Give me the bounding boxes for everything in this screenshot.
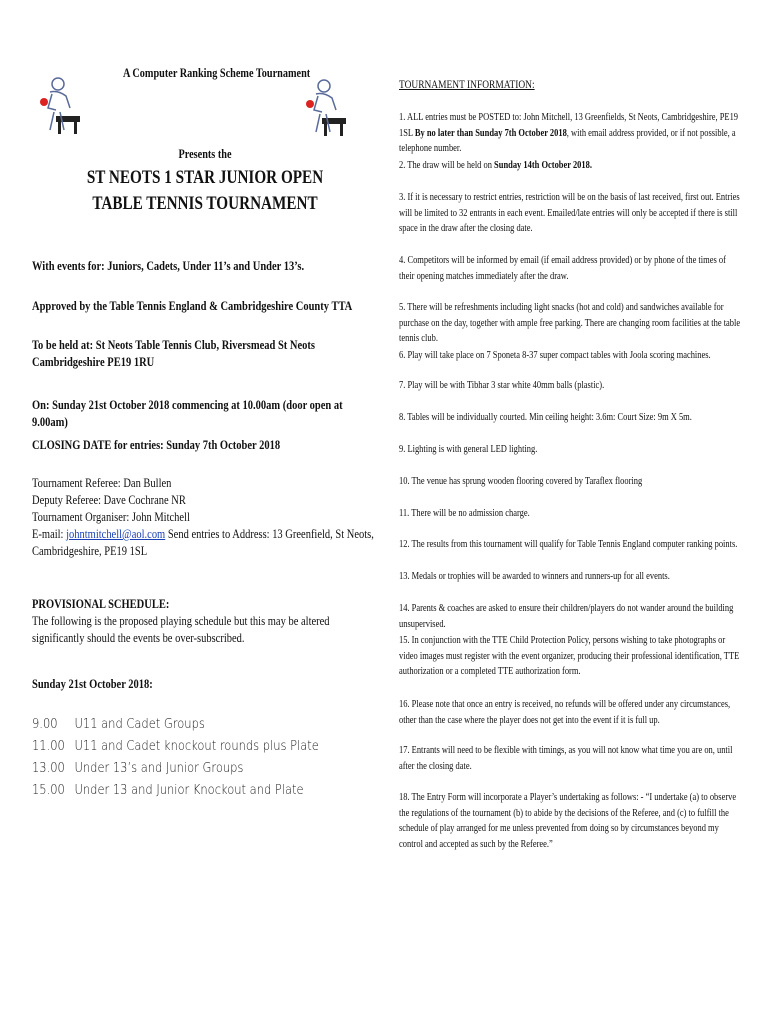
email-line	[32, 526, 376, 560]
schedule-time: 9.00	[32, 716, 58, 732]
info-item-17: 17. Entrants will need to be flexible with timings, as you will not know what time you are on, until after the closing date.	[399, 745, 733, 772]
info-item-4: 4. Competitors will be informed by email (if email address provided) or by phone of the times of their opening matches immediately after the draw.	[399, 255, 726, 282]
table-tennis-player-logo-right	[302, 76, 348, 140]
date-line: On: Sunday 21st October 2018 commencing at 10.00am (door open at 9.00am)	[32, 398, 343, 429]
info-item-11: 11. There will be no admission charge.	[399, 508, 530, 519]
venue-line: To be held at: St Neots Table Tennis Club, Riversmead St Neots Cambridgeshire PE19 1RU	[32, 338, 315, 369]
info-item-18: 18. The Entry Form will incorporate a Player’s undertaking as follows: - “I undertake (a) to observe the regulations of the tournament (b) to abide by the decisions of the Referee, and (c) to fulfill the schedule of play arranged for me unless prevented from doing so by circumstances beyond my control and accepted as such by the Referee.”	[399, 792, 737, 850]
schedule-event: Under 13 and Junior Knockout and Plate	[74, 782, 304, 798]
info-item-16: 16. Please note that once an entry is received, no refunds will be offered under any circumstances, other than the case where the player does not get into the event if it is full up.	[399, 699, 731, 726]
info-item-1-text: 1. ALL entries must be POSTED to: John Mitchell, 13 Greenfields, St Neots, Cambridgeshire, PE19 1SL	[399, 112, 739, 139]
presents-line: Presents the	[178, 147, 232, 161]
schedule-row	[32, 779, 319, 801]
info-item-3: 3. If it is necessary to restrict entries, restriction will be on the basis of last received, first out. Entries will be limited to 32 entrants in each event. Emailed/late entries will only be accepted if there is still space in the draw after the closing date.	[399, 192, 740, 234]
info-item-2-text: 2. The draw will be held on	[399, 160, 495, 171]
schedule-row	[32, 757, 319, 779]
info-item-1-tail: , with email address provided, or if not possible, a telephone number.	[399, 127, 736, 154]
schedule-time: 13.00	[32, 760, 65, 776]
tournament-title	[73, 165, 337, 217]
schedule-row	[32, 735, 319, 757]
table-tennis-player-icon	[302, 76, 348, 140]
referee-line: Tournament Referee: Dan Bullen	[32, 476, 172, 490]
info-item-2	[399, 158, 743, 174]
info-item-14: 14. Parents & coaches are asked to ensure their children/players do not wander around the building unsupervised.	[399, 603, 734, 630]
approved-line: Approved by the Table Tennis England & Cambridgeshire County TTA	[32, 299, 353, 313]
schedule-event: U11 and Cadet knockout rounds plus Plate	[74, 738, 319, 754]
contacts-block	[32, 475, 376, 560]
table-tennis-player-logo-left	[36, 74, 82, 138]
email-link[interactable]: johntmitchell@aol.com	[66, 527, 166, 541]
info-item-13: 13. Medals or trophies will be awarded to winners and runners-up for all events.	[399, 571, 670, 582]
provisional-text: The following is the proposed playing schedule but this may be altered significantly should the events be over-subscribed.	[32, 614, 330, 645]
events-line: With events for: Juniors, Cadets, Under 11’s and Under 13’s.	[32, 259, 305, 273]
scheme-line: A Computer Ranking Scheme Tournament	[123, 66, 311, 80]
schedule-time: 15.00	[32, 782, 65, 798]
info-item-6: 6. Play will take place on 7 Sponeta 8-37 super compact tables with Joola scoring machines.	[399, 350, 711, 361]
schedule-event: U11 and Cadet Groups	[74, 716, 205, 732]
schedule-event: Under 13’s and Junior Groups	[74, 760, 244, 776]
info-item-2-date: Sunday 14th October 2018.	[494, 160, 592, 171]
schedule-row	[32, 713, 319, 735]
table-tennis-player-icon	[36, 74, 82, 138]
schedule-day: Sunday 21st October 2018:	[32, 677, 153, 691]
title-line-1: ST NEOTS 1 STAR JUNIOR OPEN	[86, 167, 324, 188]
provisional-schedule-block	[32, 596, 376, 647]
info-item-5: 5. There will be refreshments including light snacks (hot and cold) and sandwiches available for purchase on the day, together with ample free parking. There are changing room facilities at the table tennis club.	[399, 302, 741, 344]
organiser-line: Tournament Organiser: John Mitchell	[32, 510, 190, 524]
info-item-10: 10. The venue has sprung wooden flooring covered by Taraflex flooring	[399, 476, 643, 487]
info-item-1	[399, 110, 743, 157]
info-item-9: 9. Lighting is with general LED lighting.	[399, 444, 538, 455]
info-item-15: 15. In conjunction with the TTE Child Protection Policy, persons wishing to take photographs or video images must register with the event organizer, producing their professional identification, TTE authorization or a completed TTE authorization form.	[399, 635, 740, 677]
info-item-1-deadline: By no later than Sunday 7th October 2018	[414, 127, 567, 139]
info-item-7: 7. Play will be with Tibhar 3 star white 40mm balls (plastic).	[399, 380, 605, 391]
info-item-12: 12. The results from this tournament will qualify for Table Tennis England computer ranking points.	[399, 539, 738, 550]
email-suffix: Send entries to Address: 13 Greenfield, St Neots, Cambridgeshire, PE19 1SL	[32, 527, 374, 558]
email-prefix: E-mail:	[32, 527, 67, 541]
schedule-time: 11.00	[32, 738, 65, 754]
info-heading: TOURNAMENT INFORMATION:	[399, 79, 535, 91]
title-line-2: TABLE TENNIS TOURNAMENT	[92, 193, 318, 214]
info-item-8: 8. Tables will be individually courted. Min ceiling height: 3.6m: Court Size: 9m X 5m.	[399, 412, 692, 423]
provisional-heading: PROVISIONAL SCHEDULE:	[32, 597, 170, 611]
schedule-list	[32, 713, 319, 801]
closing-date-line: CLOSING DATE for entries: Sunday 7th October 2018	[32, 438, 281, 452]
deputy-referee-line: Deputy Referee: Dave Cochrane NR	[32, 493, 186, 507]
